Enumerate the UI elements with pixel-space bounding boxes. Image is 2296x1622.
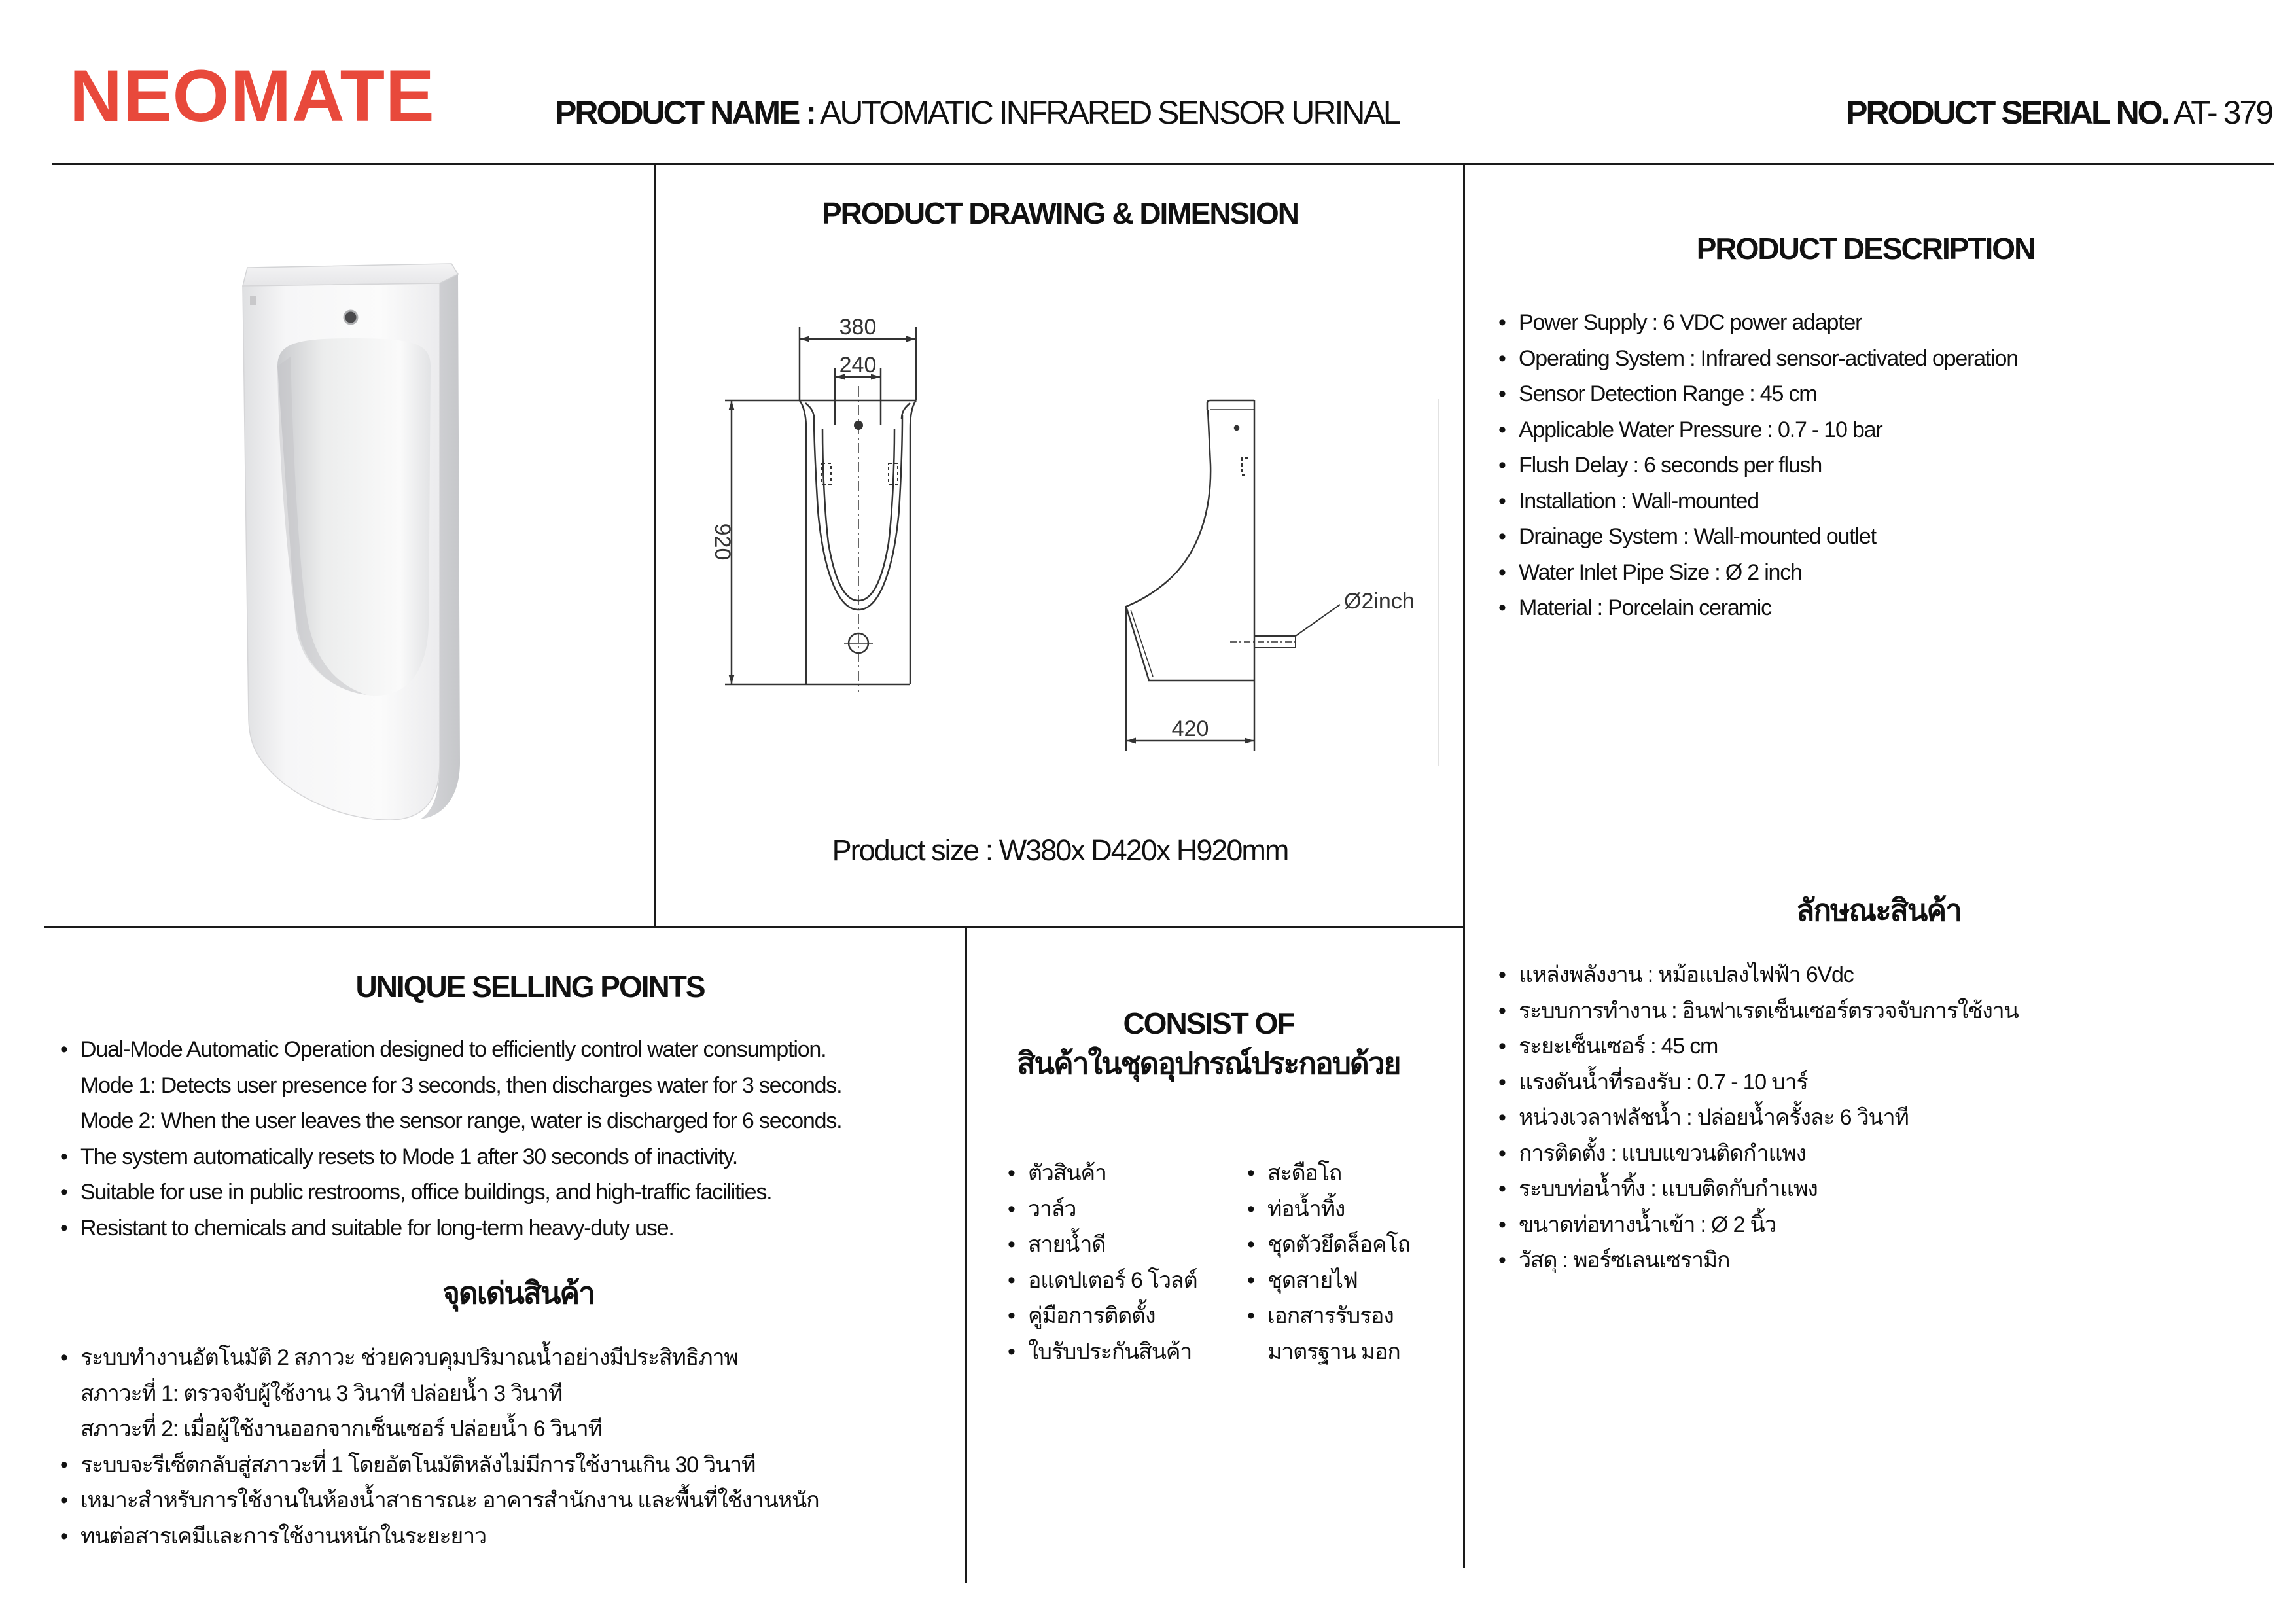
usp-line: • The system automatically resets to Mode 1 after 30 seconds of inactivity. — [80, 1144, 738, 1169]
description-item: • Sensor Detection Range : 45 cm — [1498, 376, 2018, 412]
product-photo — [236, 258, 471, 834]
description-item-th: • ขนาดท่อทางน้ำเข้า : Ø 2 นิ้ว — [1498, 1207, 2019, 1243]
product-name-heading — [555, 93, 1400, 132]
description-item-th: • แรงดันน้ำที่รองรับ : 0.7 - 10 บาร์ — [1498, 1065, 2019, 1101]
description-item-th: • วัสดุ : พอร์ซเลนเซรามิก — [1498, 1243, 2019, 1278]
description-item: • Operating System : Infrared sensor-activated operation — [1498, 341, 2018, 377]
product-name-value: AUTOMATIC INFRARED SENSOR URINAL — [820, 94, 1400, 131]
usp-list-th — [60, 1340, 819, 1554]
consist-item — [1247, 1298, 1410, 1369]
side-front-profile — [1126, 410, 1254, 680]
divider-photo-drawing — [654, 164, 656, 926]
usp-item — [60, 1174, 841, 1210]
description-item: • Applicable Water Pressure : 0.7 - 10 bar — [1498, 412, 2018, 448]
usp-item — [60, 1032, 841, 1139]
usp-line: • Suitable for use in public restrooms, office buildings, and high-traffic facilities. — [80, 1180, 772, 1205]
consist-item: • คู่มือการติดตั้ง — [1008, 1298, 1197, 1334]
usp-line: Mode 1: Detects user presence for 3 seconds, then discharges water for 3 seconds. — [80, 1072, 842, 1098]
usp-line-th: สภาวะที่ 2: เมื่อผู้ใช้งานออกจากเซ็นเซอร์ ปล่อยน้ำ 6 วินาที — [80, 1417, 602, 1441]
usp-line-th: • ทนต่อสารเคมีและการใช้งานหนักในระยะยาว — [80, 1523, 486, 1549]
usp-line-th: สภาวะที่ 1: ตรวจจับผู้ใช้งาน 3 วินาที ปล่อยน้ำ 3 วินาที — [80, 1381, 563, 1406]
description-item-th: • ระบบการทำงาน : อินฟาเรดเซ็นเซอร์ตรวจจับการใช้งาน — [1498, 993, 2019, 1029]
usp-line: • Dual-Mode Automatic Operation designed to efficiently control water consumption. — [80, 1037, 826, 1062]
dim-depth-label: 420 — [1171, 716, 1209, 741]
consist-item — [1247, 1191, 1410, 1227]
consist-item — [1247, 1227, 1410, 1263]
description-title-th: ลักษณะสินค้า — [1796, 893, 1961, 927]
description-item: • Installation : Wall-mounted — [1498, 484, 2018, 520]
divider-header — [52, 163, 2274, 165]
urinal-bowl — [277, 338, 431, 696]
usp-item-th — [60, 1483, 819, 1519]
serial-value: AT- 379 — [2173, 94, 2272, 131]
usp-line: • Resistant to chemicals and suitable for long-term heavy-duty use. — [80, 1215, 674, 1241]
front-left-side — [800, 400, 806, 684]
consist-line: • ท่อน้ำทิ้ง — [1267, 1196, 1345, 1222]
usp-title: UNIQUE SELLING POINTS — [355, 970, 705, 1004]
usp-item-th — [60, 1447, 819, 1483]
dim-width-label: 380 — [839, 315, 877, 340]
urinal-top — [243, 264, 458, 286]
sensor-icon — [344, 311, 357, 324]
consist-line: • ชุดสายไฟ — [1267, 1267, 1358, 1293]
usp-item — [60, 1210, 841, 1246]
consist-item — [1247, 1155, 1410, 1191]
description-item-th: • ระยะเซ็นเซอร์ : 45 cm — [1498, 1029, 2019, 1065]
product-serial-heading — [1846, 93, 2272, 132]
consist-item: • วาล์ว — [1008, 1191, 1197, 1227]
side-lip-edge — [1131, 610, 1153, 677]
consist-title-th: สินค้าในชุดอุปกรณ์ประกอบด้วย — [1017, 1046, 1400, 1080]
consist-item: • สายน้ำดี — [1008, 1227, 1197, 1263]
usp-title-th: จุดเด่นสินค้า — [442, 1276, 594, 1310]
consist-line: • เอกสารรับรอง — [1267, 1303, 1394, 1328]
usp-list — [60, 1032, 841, 1246]
description-list-th — [1498, 957, 2019, 1278]
consist-item: • อแดปเตอร์ 6 โวลต์ — [1008, 1263, 1197, 1299]
technical-drawing — [707, 294, 1459, 779]
consist-item: • ใบรับประกันสินค้า — [1008, 1334, 1197, 1370]
usp-line-th: • เหมาะสำหรับการใช้งานในห้องน้ำสาธารณะ อาคารสำนักงาน และพื้นที่ใช้งานหนัก — [80, 1488, 819, 1513]
consist-line: • ชุดตัวยึดล็อคโถ — [1267, 1232, 1410, 1257]
usp-line: Mode 2: When the user leaves the sensor range, water is discharged for 6 seconds. — [80, 1108, 842, 1133]
side-bracket — [1242, 458, 1248, 475]
description-item-th: • การติดตั้ง : แบบแขวนติดกำแพง — [1498, 1136, 2019, 1172]
product-name-label: PRODUCT NAME : — [555, 94, 815, 131]
description-item: • Drainage System : Wall-mounted outlet — [1498, 519, 2018, 555]
drawing-title: PRODUCT DRAWING & DIMENSION — [822, 196, 1298, 230]
front-view — [725, 327, 916, 692]
usp-line-th: • ระบบทำงานอัตโนมัติ 2 สภาวะ ช่วยควบคุมปริมาณน้ำอย่างมีประสิทธิภาพ — [80, 1345, 738, 1370]
pipe-leader-line — [1296, 605, 1340, 636]
dim-inner-width-label: 240 — [839, 353, 877, 378]
usp-item-th — [60, 1519, 819, 1555]
dim-height-label: 920 — [710, 523, 735, 561]
divider-main-description — [1463, 164, 1465, 1568]
consist-title: CONSIST OF — [1123, 1006, 1294, 1040]
description-item-th: • แหล่งพลังงาน : หม้อแปลงไฟฟ้า 6Vdc — [1498, 957, 2019, 993]
product-size: Product size : W380x D420x H920mm — [832, 834, 1288, 867]
description-item: • Material : Porcelain ceramic — [1498, 590, 2018, 626]
front-right-side — [910, 400, 916, 684]
front-shoulder-left — [805, 403, 814, 419]
description-item-th: • ระบบท่อน้ำทิ้ง : แบบติดกับกำแพง — [1498, 1171, 2019, 1207]
divider-middle — [44, 926, 1465, 928]
brand-logo: NEOMATE — [69, 55, 435, 137]
usp-item-th — [60, 1340, 819, 1447]
description-item: • Flush Delay : 6 seconds per flush — [1498, 448, 2018, 484]
consist-line: มาตรฐาน มอก — [1267, 1339, 1400, 1364]
description-item-th: • หน่วงเวลาฟลัชน้ำ : ปล่อยน้ำครั้งละ 6 วินาที — [1498, 1100, 2019, 1136]
consist-list-col2 — [1247, 1155, 1410, 1369]
consist-item — [1247, 1263, 1410, 1299]
consist-line: • สะดือโถ — [1267, 1161, 1342, 1186]
consist-item: • ตัวสินค้า — [1008, 1155, 1197, 1191]
front-sensor-icon — [854, 421, 863, 430]
side-sensor-mark — [1235, 426, 1239, 430]
usp-item — [60, 1139, 841, 1175]
side-view — [1126, 400, 1340, 751]
description-item: • Water Inlet Pipe Size : Ø 2 inch — [1498, 555, 2018, 591]
dim-pipe-label: Ø2inch — [1344, 589, 1415, 614]
brand-emblem-icon — [250, 296, 256, 305]
consist-list-col1 — [1008, 1155, 1197, 1369]
description-list — [1498, 305, 2018, 626]
description-title: PRODUCT DESCRIPTION — [1696, 232, 2035, 266]
serial-label: PRODUCT SERIAL NO. — [1846, 94, 2168, 131]
usp-line-th: • ระบบจะรีเซ็ตกลับสู่สภาวะที่ 1 โดยอัตโนมัติหลังไม่มีการใช้งานเกิน 30 วินาที — [80, 1452, 756, 1477]
description-item: • Power Supply : 6 VDC power adapter — [1498, 305, 2018, 341]
side-top — [1207, 400, 1254, 410]
